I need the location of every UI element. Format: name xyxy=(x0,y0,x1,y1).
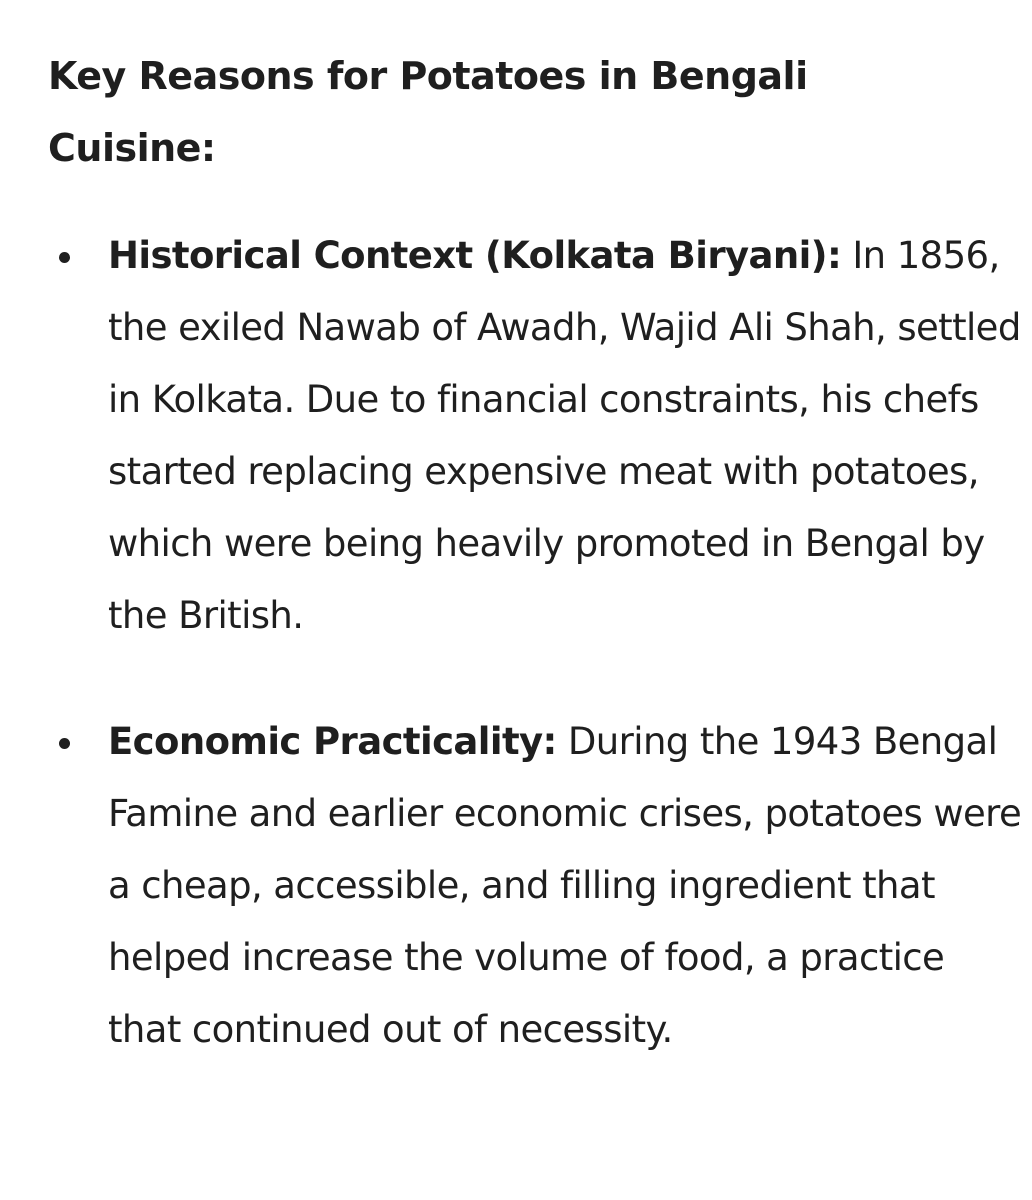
section-heading: Key Reasons for Potatoes in Bengali Cuisine: xyxy=(48,54,808,170)
bullet-text: During the 1943 Bengal Famine and earlier economic crises, potatoes were a cheap, accessible, and filling ingredient that helped increase the volume of food, a practice that continued out of necessity. xyxy=(108,720,1022,1051)
bullet-icon xyxy=(59,738,70,749)
bullet-text: In 1856, the exiled Nawab of Awadh, Wajid Ali Shah, settled in Kolkata. Due to financial constraints, his chefs started replacing expensive meat with potatoes, which were being heavily promoted in Bengal by the British. xyxy=(108,234,1021,637)
bullet-icon xyxy=(59,252,70,263)
bullet-label: Historical Context (Kolkata Biryani): xyxy=(108,234,842,277)
list-item-economic-practicality xyxy=(0,706,1032,1066)
reasons-list xyxy=(0,220,1032,1120)
list-item-historical-context xyxy=(0,220,1032,652)
bullet-label: Economic Practicality: xyxy=(108,720,557,763)
